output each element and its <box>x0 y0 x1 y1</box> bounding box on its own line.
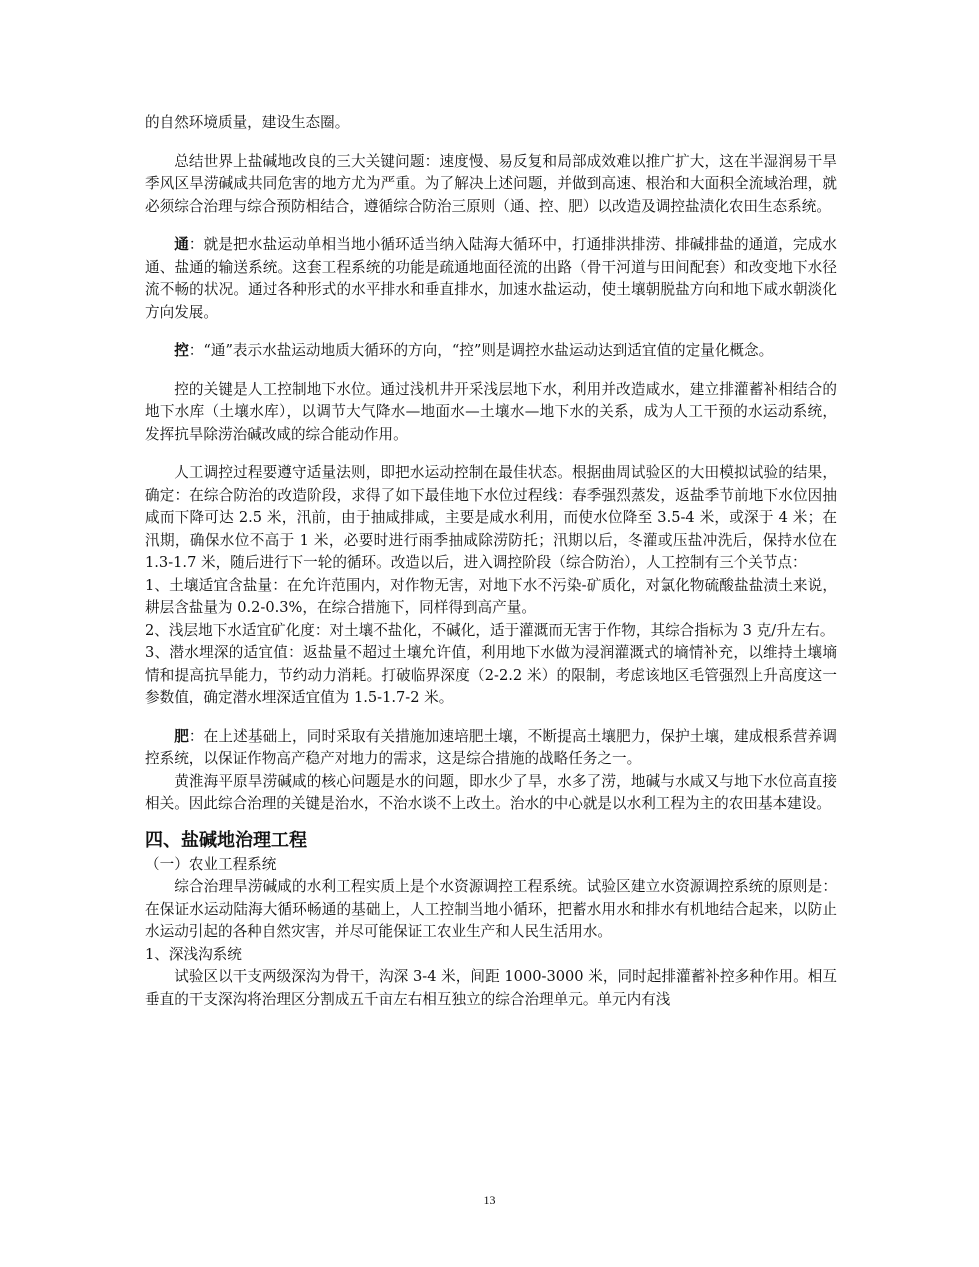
section-title: 四、盐碱地治理工程 <box>145 829 307 851</box>
paragraph-kong <box>145 340 837 363</box>
paragraph-fei <box>145 726 837 771</box>
document-body <box>145 112 837 1011</box>
paragraph-huanghuai: 黄淮海平原旱涝碱咸的核心问题是水的问题，即水少了旱，水多了涝，地碱与水咸又与地下水位高直接相关。因此综合治理的关键是治水，不治水谈不上改土。治水的中心就是以水利工程为主的农田基本建设。 <box>145 772 837 812</box>
paragraph-agri-engineering: 综合治理旱涝碱咸的水利工程实质上是个水资源调控工程系统。试验区建立水资源调控系统的原则是：在保证水运动陆海大循环畅通的基础上，人工控制当地小循环，把蓄水用水和排水有机地结合起来，以防止水运动引起的各种自然灾害，并尽可能保证工农业生产和人民生活用水。 <box>145 878 837 940</box>
paragraph-tong-text: ：就是把水盐运动单相当地小循环适当纳入陆海大循环中，打通排洪排涝、排碱排盐的通道，完成水通、盐通的输送系统。这套工程系统的功能是疏通地面径流的出路（骨干河道与田间配套）和改变地下水径流不畅的状况。通过各种形式的水平排水和垂直排水，加速水盐运动，使土壤朝脱盐方向和地下咸水朝淡化方向发展。 <box>145 236 837 321</box>
paragraph-summary: 总结世界上盐碱地改良的三大关键问题：速度慢、易反复和局部成效难以推广扩大，这在半湿润易干旱季风区旱涝碱咸共同危害的地方尤为严重。为了解决上述问题，并做到高速、根治和大面积全流域治理，就必须综合治理与综合预防相结合，遵循综合防治三原则（通、控、肥）以改造及调控盐渍化农田生态系统。 <box>145 152 837 215</box>
paragraph-fei-text: ：在上述基础上，同时采取有关措施加速培肥土壤，不断提高土壤肥力，保护土壤，建成根系营养调控系统，以保证作物高产稳产对地力的需求，这是综合措施的战略任务之一。 <box>145 727 837 767</box>
page-number: 13 <box>483 1193 496 1207</box>
list-item-mineralization: 2、浅层地下水适宜矿化度：对土壤不盐化，不碱化，适于灌溉而无害于作物，其综合指标为 3 克/升左右。 <box>145 621 835 639</box>
subsection-title: （一）农业工程系统 <box>145 855 277 873</box>
paragraph-ditch-system: 试验区以干支两级深沟为骨干，沟深 3-4 米，间距 1000-3000 米，同时起排灌蓄补控多种作用。相互垂直的干支深沟将治理区分割成五千亩左右相互独立的综合治理单元。单元内有浅 <box>145 968 837 1008</box>
paragraph-kong-text: ：“通”表示水盐运动地质大循环的方向，“控”则是调控水盐运动达到适宜值的定量化概念。 <box>188 342 774 359</box>
list-item-salt-content: 1、土壤适宜含盐量：在允许范围内，对作物无害，对地下水不污染-矿质化，对氯化物硫酸盐盐渍土来说，耕层含盐量为 0.2-0.3%，在综合措施下，同样得到高产量。 <box>145 576 837 616</box>
term-fei: 肥 <box>174 727 189 745</box>
term-tong: 通 <box>174 236 189 253</box>
paragraph-kong-key: 控的关键是人工控制地下水位。通过浅机井开采浅层地下水，利用并改造咸水，建立排灌蓄补相结合的地下水库（土壤水库），以调节大气降水—地面水—土壤水—地下水的关系，成为人工干预的水运动系统，发挥抗旱除涝治碱改咸的综合能动作用。 <box>145 380 837 443</box>
paragraph-regulation: 人工调控过程要遵守适量法则，即把水运动控制在最佳状态。根据曲周试验区的大田模拟试验的结果，确定：在综合防治的改造阶段，求得了如下最佳地下水位过程线：春季强烈蒸发，返盐季节前地下水位因抽咸而下降可达 2.5 米，汛前，由于抽咸排咸，主要是咸水利用，而使水位降至 3.5-4 米，或深于 4 米；在汛期，确保水位不高于 1 米，必要时进行雨季抽咸除涝防托；汛期以后，冬灌或压盐冲洗后，保持水位在 1.3-1.7 米，随后进行下一轮的循环。改造以后，进入调控阶段（综合防治），人工控制有三个关节点： <box>145 464 837 571</box>
paragraph-tong <box>145 234 837 324</box>
term-kong: 控 <box>174 342 189 359</box>
paragraph-intro-end: 的自然环境质量，建设生态圈。 <box>145 114 350 131</box>
list-item-water-depth: 3、潜水埋深的适宜值：返盐量不超过土壤允许值，利用地下水做为浸润灌溉式的墒情补充，以维持土壤墒情和提高抗旱能力，节约动力消耗。打破临界深度（2-2.2 米）的限制，考虑该地区毛管强烈上升高度这一参数值，确定潜水埋深适宜值为 1.5-1.7-2 米。 <box>145 644 837 706</box>
subsection-item-title: 1、深浅沟系统 <box>145 945 242 963</box>
